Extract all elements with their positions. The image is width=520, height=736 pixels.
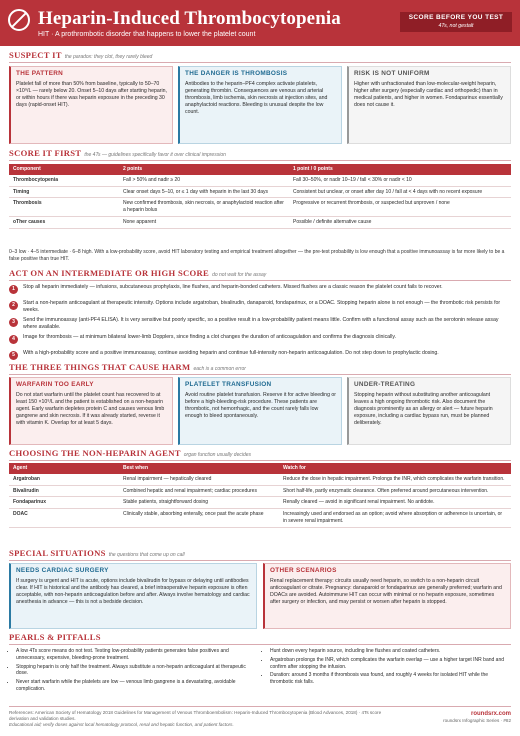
card-title: OTHER SCENARIOS bbox=[270, 567, 337, 574]
card-title: RISK IS NOT UNIFORM bbox=[354, 70, 430, 77]
card-undertreating bbox=[347, 377, 511, 445]
list-item: • A low 4Ts score means do not test. Testing low-probability patients generates false positives and unnecessary, expensive, bleeding-prone treatment. bbox=[16, 648, 255, 662]
table-cell: Increasingly used and endorsed as an option; avoid where absorption or adherence is uncertain, or in severe renal impairment. bbox=[279, 509, 511, 528]
footer bbox=[9, 706, 511, 729]
harm-sub: each is a common error bbox=[193, 366, 246, 372]
step-text: Start a non-heparin anticoagulant at therapeutic intensity. Options include argatroban, bivalirudin, danaparoid, fondaparinux, or a DOAC. Stopping heparin alone is not enough — the thrombotic risk persists for weeks. bbox=[23, 300, 501, 314]
table-cell: Combined hepatic and renal impairment; cardiac procedures bbox=[119, 485, 279, 497]
table-header: Component bbox=[9, 164, 119, 175]
table-cell: Progressive or recurrent thrombosis, or suspected but unproven / none bbox=[289, 198, 511, 217]
agent-table bbox=[9, 463, 511, 528]
list-item: • Never start warfarin while the platelets are low — venous limb gangrene is a devastating, avoidable complication. bbox=[16, 679, 255, 693]
card-text: Do not start warfarin until the platelet count has recovered to at least 150 ×10⁹/L and the patient is established on a non-heparin agent. Early warfarin depletes protein C and causes venous limb gangrene and skin necrosis. If it was already started, reverse it with vitamin K. Overlap for at least 5 days. bbox=[16, 391, 165, 426]
card-title: NEEDS CARDIAC SURGERY bbox=[16, 567, 109, 574]
table-header: Best when bbox=[119, 463, 279, 474]
table-row bbox=[9, 497, 511, 509]
table-header: 1 point / 0 points bbox=[289, 164, 511, 175]
card-title: UNDER-TREATING bbox=[354, 381, 416, 388]
table-header: Agent bbox=[9, 463, 119, 474]
badge-title: SCORE BEFORE YOU TEST bbox=[408, 14, 504, 21]
agent-title: CHOOSING THE NON-HEPARIN AGENT bbox=[9, 448, 181, 458]
footer-references: References: American Society of Hematology 2018 Guidelines for Management of Venous Thromboembolism: Heparin-Induced Thrombocytopenia (Blood Advances, 2018) · 4Ts score derivation and validation studies. bbox=[9, 710, 382, 722]
table-row bbox=[9, 509, 511, 528]
footer-site: roundsrx.com bbox=[470, 711, 511, 717]
footer-series: roundsrx Infographic Series · #82 bbox=[443, 718, 511, 724]
card-text: If surgery is urgent and HIT is acute, options include bivalirudin for bypass or delaying until antibodies clear. If HIT is historical and the antibody has cleared, a brief intraoperative heparin exposure is often acceptable, with non-heparin anticoagulation before and after. Always involve hematology and cardiac anesthesia in advance — this is not a bedside decision. bbox=[16, 577, 250, 605]
list-item: • Hunt down every heparin source, including line flushes and coated catheters. bbox=[270, 648, 511, 655]
card-risk bbox=[347, 66, 511, 144]
step-item bbox=[9, 300, 511, 314]
divider bbox=[9, 62, 511, 63]
suspect-title: SUSPECT IT bbox=[9, 50, 62, 60]
table-cell: Timing bbox=[9, 186, 119, 198]
section-title-agent bbox=[9, 448, 251, 460]
divider bbox=[9, 280, 511, 281]
table-cell: Fall 30–50%, or nadir 10–19 / fall < 30% or nadir < 10 bbox=[289, 175, 511, 186]
table-row bbox=[9, 485, 511, 497]
pitfalls-right-list bbox=[263, 648, 511, 688]
section-title-pitfalls bbox=[9, 632, 101, 644]
step-text: Image for thrombosis — at minimum bilateral lower-limb Dopplers, since finding a clot changes the duration of anticoagulation and confirms the diagnosis clinically. bbox=[23, 334, 397, 341]
badge-subtitle: 4Ts, not gestalt bbox=[438, 22, 474, 29]
step-text: Stop all heparin immediately — infusions, subcutaneous prophylaxis, line flushes, and heparin-bonded catheters. Missed flushes are a classic reason the platelet count fails to recover. bbox=[23, 284, 443, 290]
card-other-scenarios bbox=[263, 563, 511, 629]
special-title: SPECIAL SITUATIONS bbox=[9, 548, 106, 558]
card-cardiac-surgery bbox=[9, 563, 257, 629]
card-danger bbox=[178, 66, 342, 144]
card-title: THE DANGER IS THROMBOSIS bbox=[185, 70, 288, 77]
table-row bbox=[9, 216, 511, 228]
section-title-act bbox=[9, 268, 266, 280]
card-text: Platelet fall of more than 50% from baseline, typically to 50–70 ×10⁹/L — rarely below 20. Onset 5–10 days after starting heparin, or within hours if there was heparin exposure in the preceding 30 days (rapid-onset HIT). bbox=[16, 80, 167, 108]
page-subtitle: HIT · A prothrombotic disorder that happens to lower the platelet count bbox=[38, 31, 256, 38]
step-item bbox=[9, 317, 511, 331]
act-title: ACT ON AN INTERMEDIATE OR HIGH SCORE bbox=[9, 268, 210, 278]
table-cell: Short half-life, partly enzymatic clearance. Often preferred around percutaneous intervention. bbox=[279, 485, 511, 497]
pitfalls-left-list bbox=[9, 648, 255, 695]
card-title: WARFARIN TOO EARLY bbox=[16, 381, 94, 388]
table-row bbox=[9, 175, 511, 186]
agent-sub: organ function usually decides bbox=[183, 452, 252, 458]
footer-brand bbox=[443, 710, 511, 724]
step-text: Send the immunoassay (anti-PF4 ELISA). It is very sensitive but poorly specific, so a positive result in a low-probability patient means little. Confirm with a functional assay such as the serotonin release assay where available. bbox=[23, 317, 499, 331]
table-cell: Argatroban bbox=[9, 474, 119, 485]
section-title-special bbox=[9, 548, 185, 560]
step-text: With a high-probability score and a positive immunoassay, continue avoiding heparin and continue full-intensity non-heparin anticoagulation. Do not step down to prophylactic dosing. bbox=[23, 350, 439, 357]
footer-note: Educational aid; verify doses against local hematology protocol, renal and hepatic function, and patient factors. bbox=[9, 722, 234, 728]
action-steps bbox=[9, 284, 511, 366]
score-table bbox=[9, 164, 511, 229]
card-text: Higher with unfractionated than low-molecular-weight heparin, higher after surgery (especially cardiac and orthopedic) than in medical patients, and higher in women. Fondaparinux essentially does not cause it. bbox=[354, 80, 503, 108]
header bbox=[0, 0, 520, 46]
section-title-suspect bbox=[9, 50, 152, 62]
list-item: • Duration: around 3 months if thrombosis was found, and roughly 4 weeks for isolated HIT while the thrombotic risk falls. bbox=[270, 672, 511, 686]
score-sub: the 4Ts — guidelines specifically favor it over clinical impression bbox=[84, 152, 226, 158]
header-badge bbox=[400, 12, 512, 32]
table-cell: Possible / definite alternative cause bbox=[289, 216, 511, 228]
divider bbox=[9, 160, 511, 161]
act-sub: do not wait for the assay bbox=[212, 272, 267, 278]
card-text: Avoid routine platelet transfusion. Reserve it for active bleeding or before a high-bleeding-risk procedure. These patients are thrombotic, not hemorrhagic, and the count rarely falls low enough to bleed spontaneously. bbox=[185, 391, 337, 419]
table-cell: Stable patients, straightforward dosing bbox=[119, 497, 279, 509]
table-cell: Renal impairment — hepatically cleared bbox=[119, 474, 279, 485]
table-cell: Consistent but unclear, or onset after day 10 / fall at < 4 days with no recent exposure bbox=[289, 186, 511, 198]
table-cell: Reduce the dose in hepatic impairment. Prolongs the INR, which complicates the warfarin transition. bbox=[279, 474, 511, 485]
table-cell: New confirmed thrombosis, skin necrosis, or anaphylactoid reaction after a heparin bolus bbox=[119, 198, 289, 217]
table-cell: Fondaparinux bbox=[9, 497, 119, 509]
step-number: 2 bbox=[9, 301, 18, 310]
pitfalls-title: PEARLS & PITFALLS bbox=[9, 632, 101, 642]
table-cell: DOAC bbox=[9, 509, 119, 528]
step-item bbox=[9, 334, 511, 347]
table-cell: Clear onset days 5–10, or ≤ 1 day with heparin in the last 30 days bbox=[119, 186, 289, 198]
table-cell: Thrombosis bbox=[9, 198, 119, 217]
card-pattern bbox=[9, 66, 173, 144]
no-symbol-icon bbox=[8, 9, 30, 31]
table-cell: Fall > 50% and nadir ≥ 20 bbox=[119, 175, 289, 186]
card-title: THE PATTERN bbox=[16, 70, 64, 77]
card-text: Stopping heparin without substituting another anticoagulant leaves a high ongoing thrombotic risk. Also document the diagnosis prominently as an allergy or alert — future heparin exposure, including a cardiac bypass run, must be planned deliberately. bbox=[354, 391, 493, 426]
table-cell: None apparent bbox=[119, 216, 289, 228]
step-item bbox=[9, 284, 511, 297]
table-row bbox=[9, 198, 511, 217]
list-item: • Argatroban prolongs the INR, which complicates the warfarin overlap — use a higher target INR band and confirm after stopping the infusion. bbox=[270, 657, 511, 671]
card-transfusion bbox=[178, 377, 342, 445]
step-number: 1 bbox=[9, 285, 18, 294]
table-cell: oTher causes bbox=[9, 216, 119, 228]
section-title-score bbox=[9, 148, 226, 160]
divider bbox=[9, 560, 511, 561]
card-warfarin bbox=[9, 377, 173, 445]
table-cell: Thrombocytopenia bbox=[9, 175, 119, 186]
divider bbox=[9, 644, 511, 645]
table-header: Watch for bbox=[279, 463, 511, 474]
table-row bbox=[9, 474, 511, 485]
special-sub: the questions that come up on call bbox=[108, 552, 185, 558]
suspect-sub: the paradox: they clot, they rarely bleed bbox=[64, 54, 153, 60]
list-item: • Stopping heparin is only half the treatment. Always substitute a non-heparin anticoagulant at therapeutic dose. bbox=[16, 664, 255, 678]
page-title: Heparin-Induced Thrombocytopenia bbox=[38, 8, 341, 29]
score-note: 0–3 low · 4–5 intermediate · 6–8 high. With a low-probability score, avoid HIT laboratory testing and empirical treatment altogether — the pre-test probability is low enough that a positive immunoassay is far more likely to be a false positive than true HIT. bbox=[9, 249, 505, 262]
table-cell: Bivalirudin bbox=[9, 485, 119, 497]
table-header: 2 points bbox=[119, 164, 289, 175]
table-row bbox=[9, 186, 511, 198]
card-text: Antibodies to the heparin–PF4 complex activate platelets, generating thrombin. Consequences are venous and arterial thrombosis, limb ischemia, skin necrosis at injection sites, and anaphylactoid reactions. Bleeding is unusual despite the low count. bbox=[185, 80, 328, 115]
table-cell: Clinically stable, absorbing enterally, once past the acute phase bbox=[119, 509, 279, 528]
score-title: SCORE IT FIRST bbox=[9, 148, 82, 158]
section-title-harm bbox=[9, 362, 246, 374]
divider bbox=[9, 460, 511, 461]
table-cell: Renally cleared — avoid in significant renal impairment. No antidote. bbox=[279, 497, 511, 509]
card-text: Renal replacement therapy: circuits usually need heparin, so switch to a non-heparin circuit anticoagulant or citrate. Pregnancy: danaparoid or fondaparinux are generally preferred; warfarin and DOACs are avoided. Autoimmune HIT can occur with minimal or no heparin exposure, sometimes after surgery or infection, and may persist or worsen after heparin is stopped. bbox=[270, 577, 502, 605]
step-number: 4 bbox=[9, 335, 18, 344]
card-title: PLATELET TRANSFUSION bbox=[185, 381, 272, 388]
step-number: 5 bbox=[9, 351, 18, 360]
divider bbox=[9, 374, 511, 375]
harm-title: THE THREE THINGS THAT CAUSE HARM bbox=[9, 362, 191, 372]
step-number: 3 bbox=[9, 318, 18, 327]
